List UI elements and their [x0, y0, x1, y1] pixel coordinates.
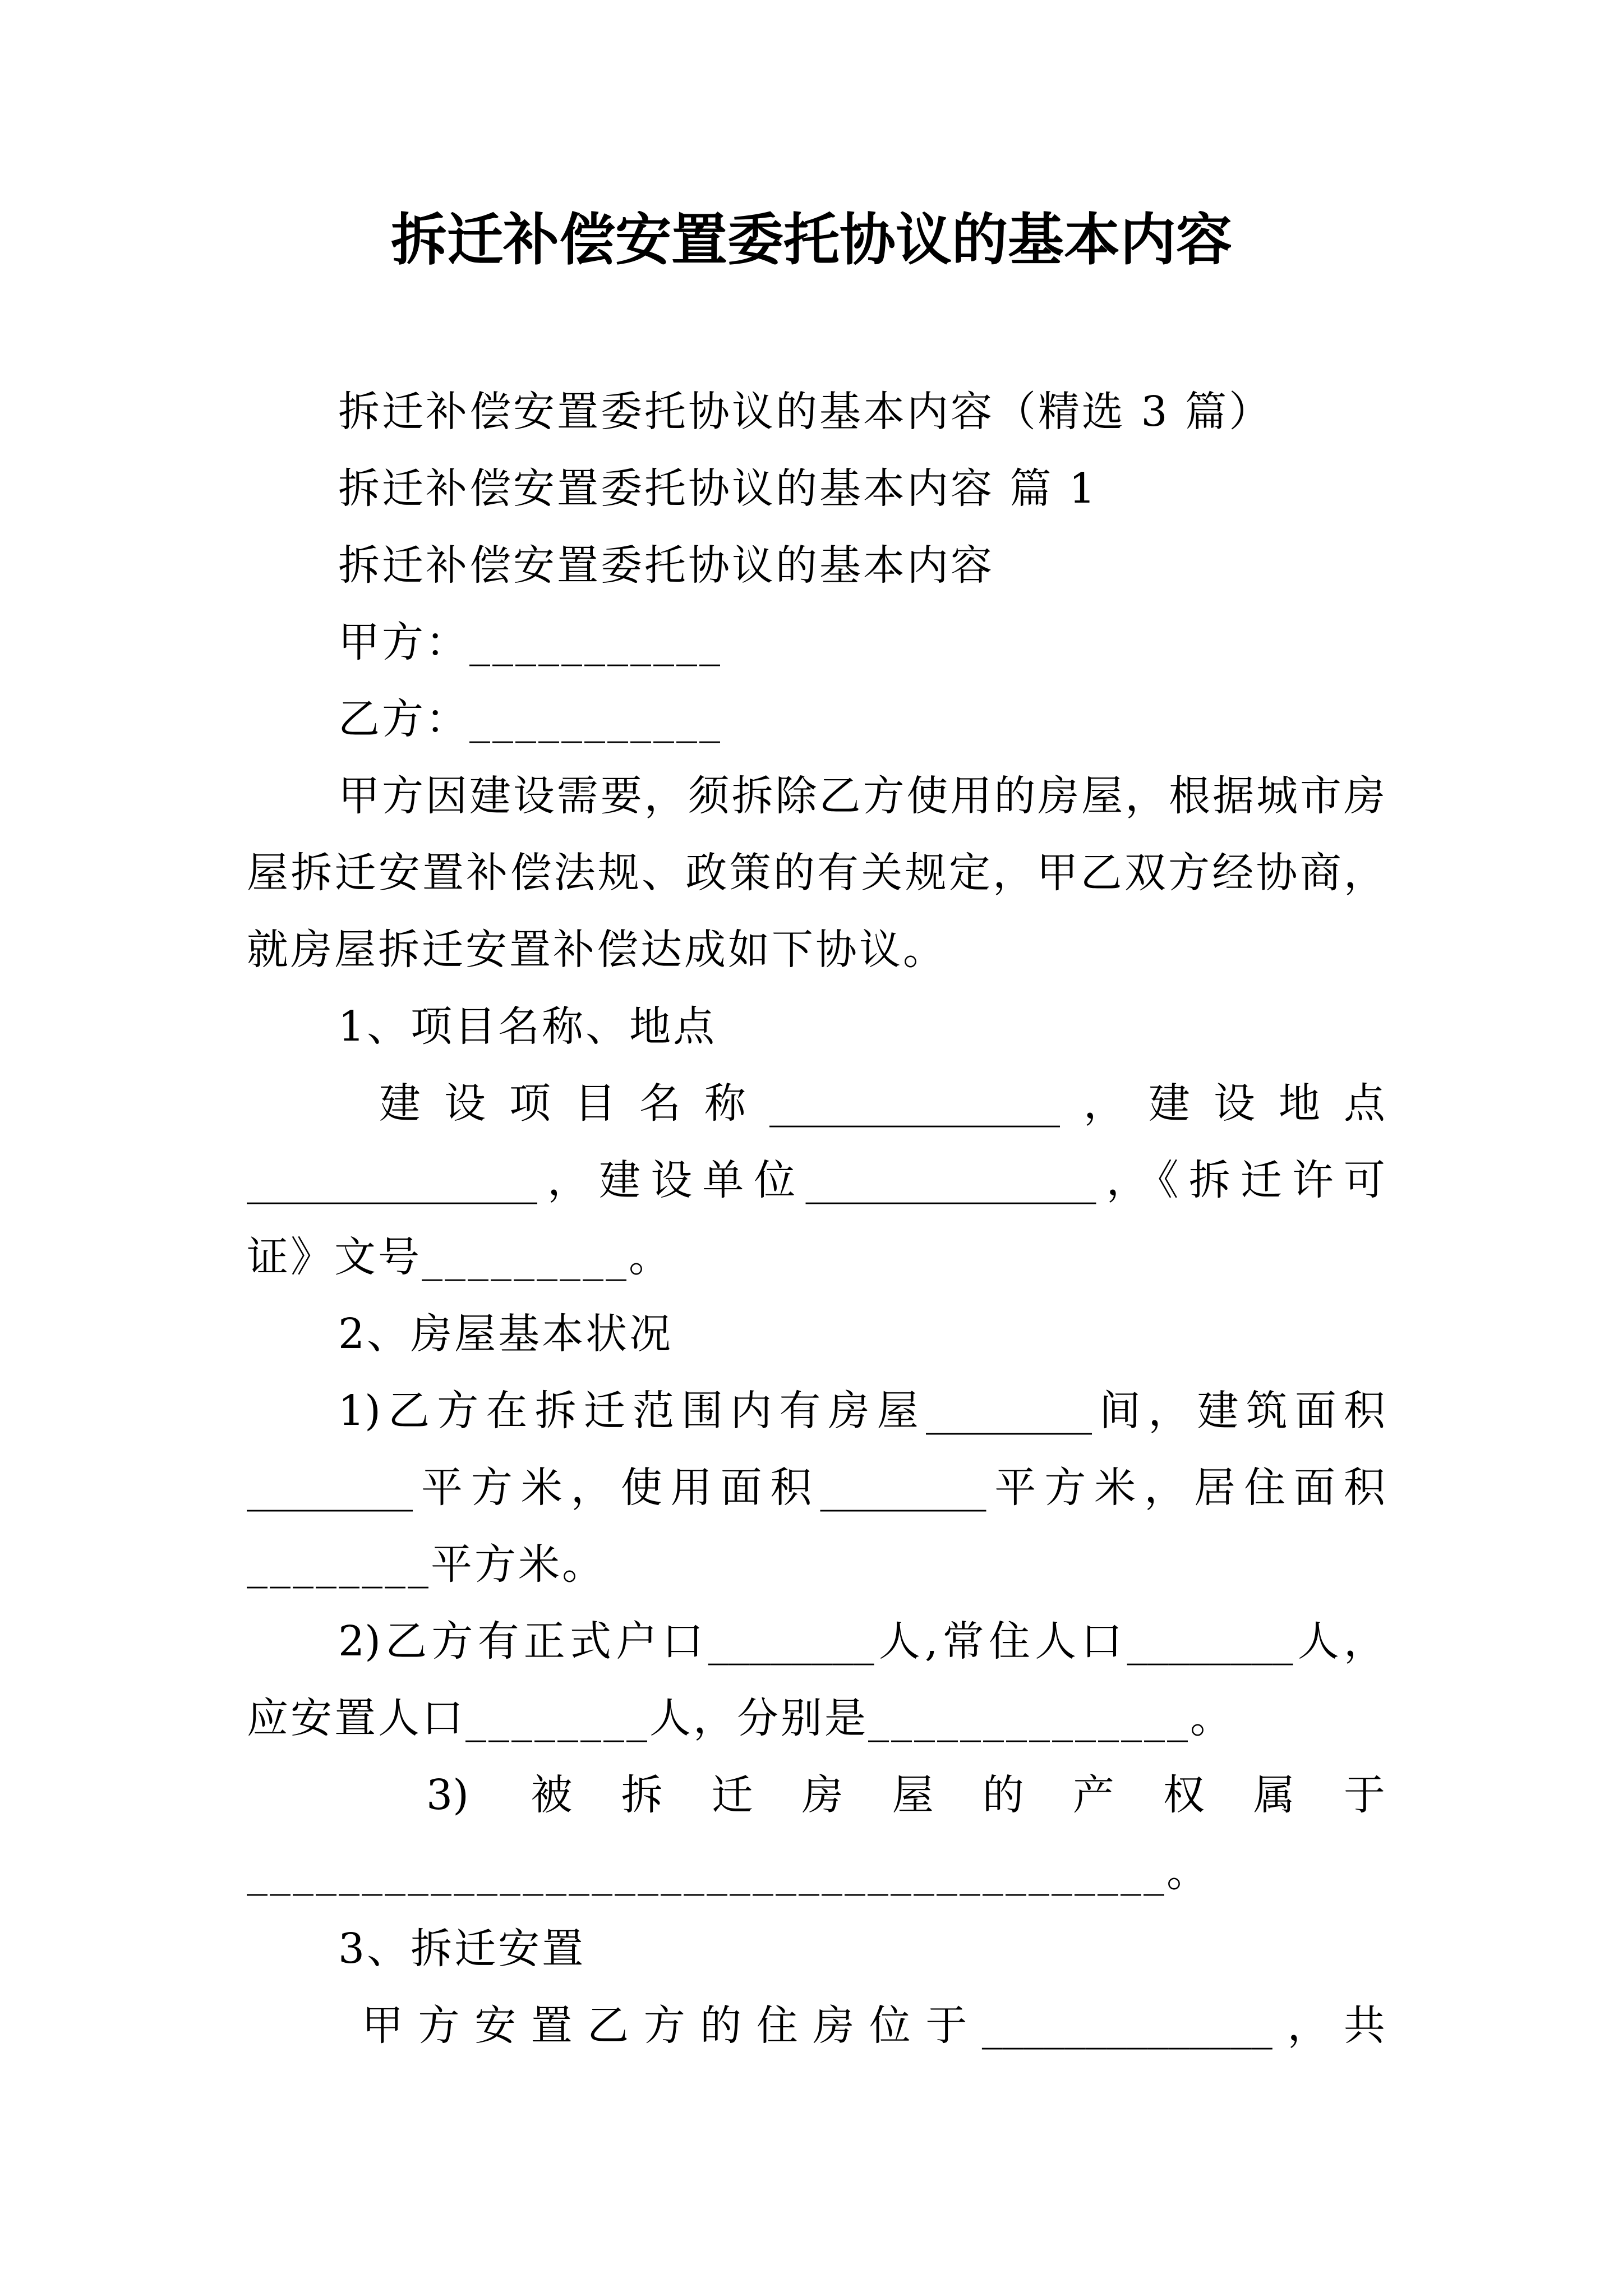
paragraph-line: 3) 被拆迁房屋的产权属于	[426, 1771, 1385, 1819]
section-heading-relocation: 3、拆迁安置	[338, 1925, 586, 1973]
article-heading: 拆迁补偿安置委托协议的基本内容 篇 1	[338, 464, 1098, 513]
document-body	[247, 374, 1385, 2064]
paragraph-line: ________平方米。	[247, 1540, 606, 1589]
paragraph-line: 甲方安置乙方的住房位于______________，共	[362, 2001, 1385, 2050]
paragraph-line: 2)乙方有正式户口________人,常住人口________人，	[338, 1617, 1385, 1665]
section-heading-project: 1、项目名称、地点	[338, 1002, 717, 1051]
paragraph-line: 应安置人口________人，分别是______________。	[247, 1694, 1234, 1742]
paragraph-line: 甲方因建设需要，须拆除乙方使用的房屋，根据城市房	[338, 772, 1385, 820]
paragraph-line: 屋拆迁安置补偿法规、政策的有关规定，甲乙双方经协商，	[247, 849, 1385, 897]
paragraph-line: 建设项目名称______________，建设地点	[379, 1079, 1385, 1128]
paragraph-line: 证》文号_________。	[247, 1233, 672, 1281]
party-a-field: 甲方：___________	[338, 618, 722, 666]
section-heading-house-status: 2、房屋基本状况	[338, 1310, 674, 1358]
party-b-field: 乙方：___________	[338, 695, 722, 743]
document-title: 拆迁补偿安置委托协议的基本内容	[391, 206, 1232, 273]
paragraph-line: 就房屋拆迁安置补偿达成如下协议。	[247, 926, 947, 974]
paragraph-line: ______________，建设单位______________，《拆迁许可	[247, 1156, 1385, 1204]
article-title: 拆迁补偿安置委托协议的基本内容	[338, 541, 994, 590]
paragraph-line: 1)乙方在拆迁范围内有房屋________间，建筑面积	[338, 1387, 1385, 1435]
paragraph-line: ________________________________________。	[247, 1848, 1210, 1896]
collection-subtitle: 拆迁补偿安置委托协议的基本内容（精选 3 篇）	[338, 388, 1273, 436]
paragraph-line: ________平方米，使用面积________平方米，居住面积	[247, 1464, 1385, 1512]
